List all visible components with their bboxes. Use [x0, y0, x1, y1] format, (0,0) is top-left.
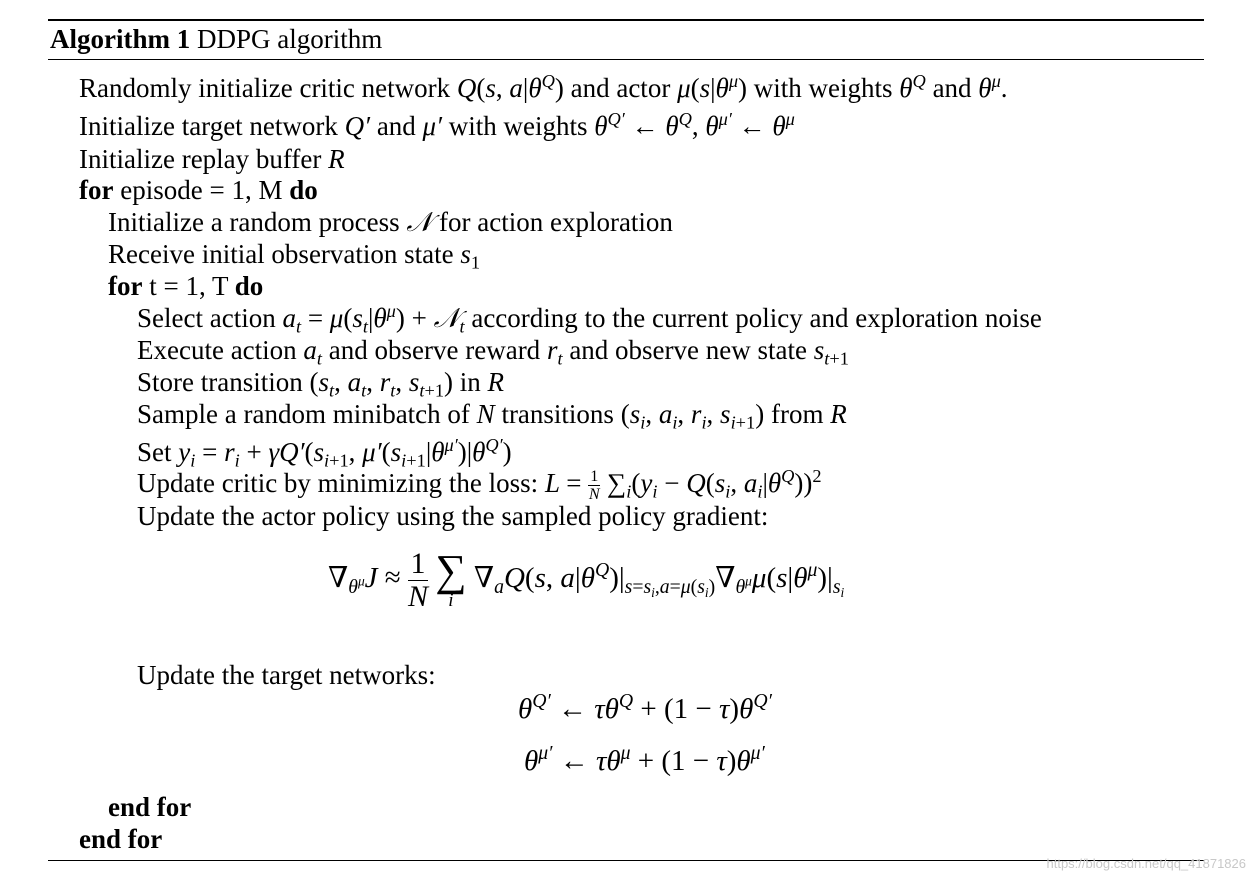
algo-line-10: [137, 366, 505, 401]
math-action: $a_t$: [303, 335, 323, 369]
algo-line-2: [79, 110, 795, 142]
line-text: transitions: [501, 399, 614, 429]
line-text: Initialize a random process: [108, 207, 400, 237]
bottom-rule: [48, 860, 1204, 861]
line-text: Execute action: [137, 335, 297, 365]
line-text: Store transition: [137, 367, 303, 397]
line-text: Initialize replay buffer: [79, 144, 322, 174]
math-transition: ($s_t$, $a_t$, $r_t$, $s_{t+1}$): [309, 367, 454, 401]
algo-line-5: [108, 206, 673, 239]
line-text: according to the current policy and exploration noise: [471, 303, 1042, 333]
algo-line-3: [79, 143, 345, 175]
keyword-for: for: [108, 271, 143, 301]
line-text: Sample a random minibatch of: [137, 399, 470, 429]
line-text: Update the actor policy using the sampled policy gradient:: [137, 501, 769, 531]
algo-line-1: [79, 72, 1008, 104]
line-text: for action exploration: [439, 207, 673, 237]
line-text: episode = 1, M: [120, 175, 283, 205]
math-batch-size: N: [476, 399, 495, 429]
algo-line-11: [137, 398, 847, 433]
math-target-critic: Q′: [344, 111, 371, 141]
math-reward: $r_t$: [546, 335, 563, 369]
line-text: Update the target networks:: [137, 660, 436, 690]
line-text: with weights: [448, 111, 588, 141]
keyword-end-for: end for: [108, 792, 192, 822]
policy-gradient-equation: $\nabla_{\theta^\mu}J$ ≈ $\frac{1}{N}$ ∑ i $\nabla_aQ(s$, $a|\theta^Q)|_{s=s_i,a=\mu(s_i)}\nabla_{\theta^\mu}\mu(s|\theta^\mu)|_{s_i}$: [328, 545, 845, 613]
line-text: t = 1, T: [149, 271, 228, 301]
caption-label: Algorithm 1: [50, 24, 191, 54]
line-text: Receive initial observation state: [108, 239, 454, 269]
line-text: with weights: [753, 73, 893, 103]
math-buffer: R: [328, 144, 345, 174]
math-select-action: $a_t = \mu(s_t|\theta^\mu)$ + 𝒩$_t$: [282, 300, 465, 337]
algo-line-12: [137, 434, 512, 471]
line-text: Set: [137, 437, 172, 467]
math-buffer: R: [487, 367, 505, 397]
algo-line-14: [137, 500, 768, 532]
algo-line-9: [137, 334, 849, 369]
line-text: and: [376, 111, 416, 141]
line-text: in: [459, 367, 481, 397]
line-text: Randomly initialize critic network: [79, 73, 451, 103]
soft-update-actor-equation: $\theta^{\mu'}$ ← $\tau\theta^\mu + (1 - \tau)\theta^{\mu'}$: [524, 742, 765, 777]
math-buffer: R: [830, 399, 847, 429]
math-critic-loss: L = $\frac{1}{N}$ $\sum_i(y_i - Q(s_i$, $a_i|\theta^Q))^2$: [544, 465, 822, 504]
keyword-do: do: [234, 271, 264, 301]
line-text: and observe reward: [328, 335, 541, 365]
math-weights-q: $\theta^Q$: [899, 70, 926, 103]
line-text: and observe new state: [569, 335, 807, 365]
math-target-value: $y_i = r_i + \gamma Q'(s_{i+1}$, $\mu'(s_{i+1}|\theta^{\mu'})|\theta^{Q'}$): [178, 434, 512, 471]
algo-line-13: [137, 467, 822, 503]
algo-line-16: [108, 791, 191, 823]
line-text: and: [932, 73, 972, 103]
algorithm-caption: [50, 23, 382, 55]
soft-update-critic-equation: $\theta^{Q'}$ ← $\tau\theta^Q + (1 - \tau)\theta^{Q'}$: [518, 690, 772, 725]
line-text: Select action: [137, 303, 276, 333]
algo-line-8: [137, 302, 1042, 335]
math-critic: Q(s, $a|\theta^Q$): [456, 70, 564, 103]
line-text: Initialize target network: [79, 111, 338, 141]
line-text: Update critic by minimizing the loss:: [137, 468, 539, 498]
math-minibatch: ($s_i$, $a_i$, $r_i$, $s_{i+1}$): [620, 399, 765, 433]
keyword-end-for: end for: [79, 824, 163, 854]
keyword-do: do: [289, 175, 318, 205]
math-actor: $\mu(s|\theta^\mu)$: [677, 70, 748, 103]
watermark: https://blog.csdn.net/qq_41871826: [1046, 856, 1246, 871]
math-new-state: $s_{t+1}$: [813, 335, 849, 369]
algo-line-4: [79, 174, 318, 206]
line-text: from: [770, 399, 824, 429]
math-target-actor: μ′: [422, 111, 443, 141]
line-text: and actor: [570, 73, 671, 103]
caption-rule: [48, 59, 1204, 60]
caption-title: DDPG algorithm: [196, 24, 383, 54]
math-target-init: $\theta^{Q'}$ ← $\theta^Q$, $\theta^{\mu'}$ ← $\theta^\mu$: [594, 108, 795, 141]
algo-line-15: [137, 659, 436, 691]
algo-line-6: [108, 238, 481, 273]
keyword-for: for: [79, 175, 114, 205]
top-rule: [48, 19, 1204, 21]
algo-line-7: [108, 270, 263, 302]
math-noise-process: 𝒩: [406, 207, 433, 238]
math-initial-state: $s_1$: [460, 239, 481, 273]
math-weights-mu: $\theta^\mu$.: [978, 70, 1008, 103]
algo-line-17: [79, 823, 162, 855]
